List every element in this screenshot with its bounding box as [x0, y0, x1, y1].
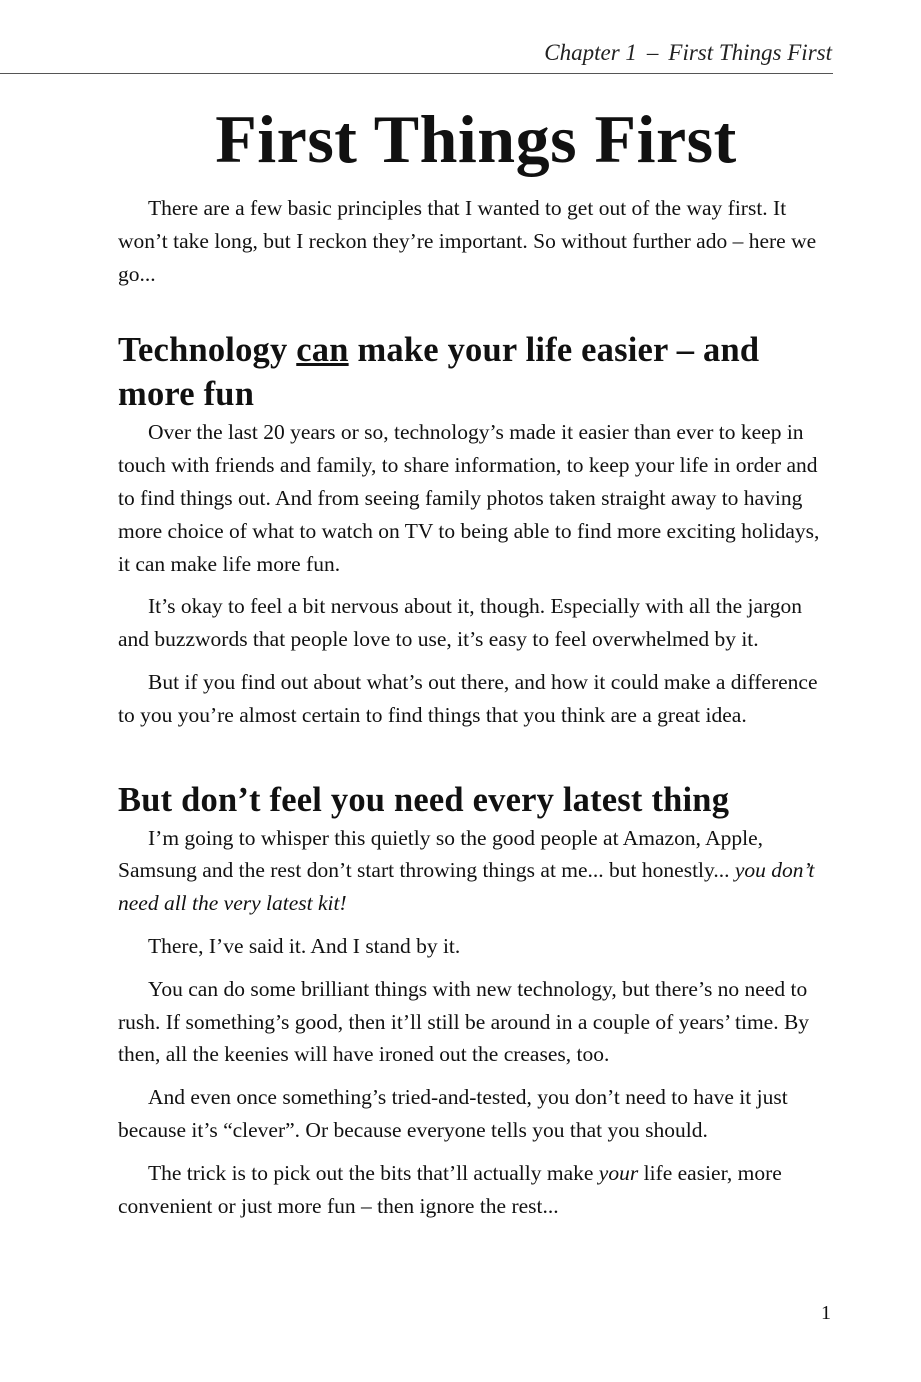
running-header [544, 40, 832, 66]
section-heading-underlined-word: can [296, 331, 349, 370]
header-rule [0, 73, 833, 74]
body-paragraph: And even once something’s tried-and-tested, you don’t need to have it just because it’s “clever”. Or because everyone tells you that you should. [118, 1085, 788, 1142]
body-paragraph [118, 822, 834, 920]
section-heading-latest-thing: But don’t feel you need every latest thing [118, 780, 730, 819]
body-paragraph: But if you find out about what’s out there, and how it could make a difference to you you’re almost certain to find things that you think are a great idea. [118, 669, 818, 727]
emphasis-text: your [598, 1160, 639, 1185]
section-heading-part: Technology [118, 331, 297, 370]
section-heading-technology [118, 328, 834, 416]
body-paragraph: You can do some brilliant things with new technology, but there’s no need to rush. If something’s good, then it’ll still be around in a couple of years’ time. By then, all the keenies will have ironed out the creases, too. [118, 976, 810, 1067]
paragraph-text: The trick is to pick out the bits that’ll actually make [148, 1160, 599, 1185]
running-header-chapter: Chapter 1 [544, 40, 637, 65]
emphasis-text: you don’t need all the very latest kit! [118, 858, 815, 916]
intro-paragraph: There are a few basic principles that I wanted to get out of the way first. It won’t take long, but I reckon they’re important. So without further ado – here we go... [118, 196, 817, 286]
body-paragraph [118, 1157, 834, 1223]
running-header-title: First Things First [668, 40, 832, 65]
paragraph-text: I’m going to whisper this quietly so the good people at Amazon, Apple, Samsung and the rest don’t start throwing things at me... but honestly... [118, 825, 764, 883]
page-body [118, 192, 834, 1232]
page-number: 1 [821, 1302, 831, 1324]
body-paragraph: It’s okay to feel a bit nervous about it, though. Especially with all the jargon and buzzwords that people love to use, it’s easy to feel overwhelmed by it. [118, 594, 803, 652]
body-paragraph: There, I’ve said it. And I stand by it. [148, 933, 461, 958]
chapter-title: First Things First [215, 101, 737, 177]
paragraph-text: life easier, more convenient or just more fun – then ignore the rest... [118, 1160, 782, 1218]
body-paragraph: Over the last 20 years or so, technology’s made it easier than ever to keep in touch with friends and family, to share information, to keep your life in order and to find things out. And from seeing family photos taken straight away to having more choice of what to watch on TV to being able to find more exciting holidays, it can make life more fun. [118, 420, 820, 576]
running-header-separator: – [646, 40, 659, 65]
section-heading-part: make your life easier – and more fun [118, 331, 760, 414]
